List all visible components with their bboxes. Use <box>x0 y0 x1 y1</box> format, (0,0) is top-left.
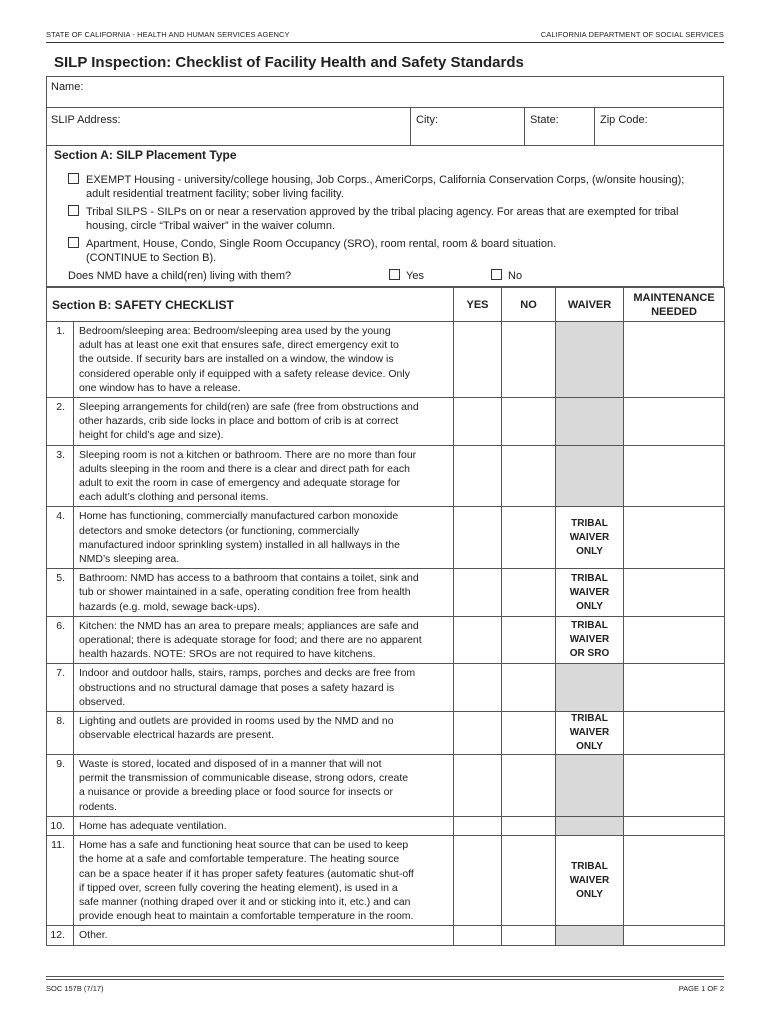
page-number: PAGE 1 OF 2 <box>678 984 724 993</box>
form-title: SILP Inspection: Checklist of Facility Health and Safety Standards <box>54 54 524 71</box>
item-description-line: a nuisance or provide a breeding place or food source for insects or <box>79 786 394 799</box>
maintenance-cell[interactable] <box>624 322 725 398</box>
option-apartment[interactable] <box>68 237 87 251</box>
waiver-cell <box>556 322 624 398</box>
waiver-cell[interactable] <box>556 836 624 926</box>
city-field[interactable]: City: <box>416 114 438 126</box>
item-number: 3. <box>47 445 74 507</box>
item-description-line: Sleeping room is not a kitchen or bathroom. There are no more than four <box>79 448 417 461</box>
item-description-line: observable electrical hazards are present. <box>79 729 274 742</box>
item-description <box>74 712 454 755</box>
option-exempt-line1: EXEMPT Housing - university/college housing, Job Corps., AmeriCorps, California Conservation Corps, (w/onsite housing); <box>86 174 685 186</box>
option-exempt[interactable] <box>68 173 87 187</box>
waiver-cell <box>556 398 624 446</box>
item-description <box>74 664 454 712</box>
waiver-text: TRIBAL <box>571 572 608 584</box>
maintenance-cell[interactable] <box>624 616 725 664</box>
col-yes: YES <box>454 288 502 322</box>
yes-cell[interactable] <box>454 616 502 664</box>
apartment-checkbox[interactable] <box>68 237 79 248</box>
item-description-line: Indoor and outdoor halls, stairs, ramps, porches and decks are free from <box>79 667 416 680</box>
agency-header <box>46 30 724 40</box>
tribal-checkbox[interactable] <box>68 205 79 216</box>
table-header-row <box>47 288 725 322</box>
waiver-text: ONLY <box>576 741 603 753</box>
item-number: 12. <box>47 926 74 945</box>
item-description <box>74 322 454 398</box>
item-description-line: operational; there is adequate storage for food; and there are no apparent <box>79 634 422 647</box>
table-row <box>47 836 725 926</box>
item-description-line: NMD’s sleeping area. <box>79 553 180 566</box>
item-description-line: Sleeping arrangements for child(ren) are safe (free from obstructions and <box>79 401 419 414</box>
waiver-text: ONLY <box>576 545 603 557</box>
zip-field[interactable]: Zip Code: <box>600 114 648 126</box>
no-cell[interactable] <box>502 398 556 446</box>
section-a-title: Section A: SILP Placement Type <box>54 148 237 162</box>
footer-rule-2 <box>46 979 724 980</box>
yes-cell[interactable] <box>454 712 502 755</box>
item-description-line: adult has at least one exit that ensures safe, direct emergency exit to <box>79 339 399 352</box>
item-description-line: hazards (e.g. mold, sewage back-ups). <box>79 600 260 613</box>
item-description-line: permit the transmission of communicable disease, strong odors, create <box>79 772 409 785</box>
option-tribal[interactable] <box>68 205 87 219</box>
waiver-text: WAIVER <box>569 727 610 739</box>
safety-checklist-table <box>46 287 725 946</box>
item-description-line: one window has to have a release. <box>79 381 241 394</box>
item-description-line: can be a space heater if it has proper safety features (automatic shut-off <box>79 867 414 880</box>
item-number: 8. <box>47 712 74 755</box>
table-row <box>47 398 725 446</box>
item-description-line: provide enough heat to maintain a comfortable temperature in the room. <box>79 910 414 923</box>
item-description-line: other hazards, crib side locks in place and bottom of crib is at correct <box>79 415 399 428</box>
item-description-line: the home at a safe and comfortable temperature. The heating source <box>79 853 400 866</box>
item-description-line: health hazards. NOTE: SROs are not required to have kitchens. <box>79 648 376 661</box>
waiver-text: WAIVER <box>569 874 610 886</box>
item-number: 5. <box>47 569 74 617</box>
col-no: NO <box>502 288 556 322</box>
item-description-line: Bedroom/sleeping area: Bedroom/sleeping area used by the young <box>79 325 391 337</box>
zip-divider <box>594 107 595 145</box>
children-question: Does NMD have a child(ren) living with them? <box>68 270 292 282</box>
waiver-text: ONLY <box>576 600 603 612</box>
item-number: 2. <box>47 398 74 446</box>
no-cell[interactable] <box>502 755 556 817</box>
item-description <box>74 755 454 817</box>
waiver-text: WAIVER <box>569 586 610 598</box>
item-description-line: each adult’s clothing and personal items. <box>79 491 269 504</box>
no-cell[interactable] <box>502 836 556 926</box>
name-field[interactable]: Name: <box>51 81 84 93</box>
no-cell[interactable] <box>502 616 556 664</box>
item-description-line: obstructions and no structural damage that poses a safety hazard is <box>79 681 395 694</box>
waiver-text: TRIBAL <box>571 713 608 725</box>
item-description-line: adult to exit the room in case of emergency and adequate storage for <box>79 477 401 490</box>
waiver-cell <box>556 445 624 507</box>
item-description-line: considered operable only if equipped with a safety release device. Only <box>79 367 410 380</box>
table-row <box>47 926 725 945</box>
item-description-line: if tipped over, screen fully covering the heating element), is used in a <box>79 881 398 894</box>
item-number: 7. <box>47 664 74 712</box>
maintenance-cell[interactable] <box>624 664 725 712</box>
maintenance-cell[interactable] <box>624 755 725 817</box>
footer-rule <box>46 976 724 977</box>
waiver-text: TRIBAL <box>571 517 608 529</box>
item-description-line: Kitchen: the NMD has an area to prepare meals; appliances are safe and <box>79 619 419 632</box>
item-description-line: manufactured indoor sprinkling system) installed in all hallways in the <box>79 538 400 551</box>
no-cell[interactable] <box>502 322 556 398</box>
option-apartment-line2: (CONTINUE to Section B). <box>86 252 217 264</box>
waiver-cell[interactable] <box>556 569 624 617</box>
table-row <box>47 569 725 617</box>
maintenance-cell[interactable] <box>624 926 725 945</box>
children-yes-label: Yes <box>406 270 424 282</box>
yes-cell[interactable] <box>454 569 502 617</box>
info-divider <box>46 107 724 108</box>
children-yes-checkbox[interactable] <box>389 269 400 280</box>
option-apartment-line1: Apartment, House, Condo, Single Room Occupancy (SRO), room rental, room & board situation. <box>86 238 557 250</box>
item-description <box>74 507 454 569</box>
no-cell[interactable] <box>502 926 556 945</box>
item-description-line: Bathroom: NMD has access to a bathroom that contains a toilet, sink and <box>79 572 419 585</box>
item-number: 4. <box>47 507 74 569</box>
maintenance-cell[interactable] <box>624 398 725 446</box>
maintenance-cell[interactable] <box>624 569 725 617</box>
item-description-line: Waste is stored, located and disposed of in a manner that will not <box>79 758 382 771</box>
item-number: 9. <box>47 755 74 817</box>
item-description <box>74 445 454 507</box>
no-cell[interactable] <box>502 507 556 569</box>
item-description-line: Home has functioning, commercially manufactured carbon monoxide <box>79 510 399 523</box>
item-description <box>74 616 454 664</box>
item-description-line: the outside. If security bars are installed on a window, the window is <box>79 353 394 366</box>
table-row <box>47 507 725 569</box>
item-description <box>74 836 454 926</box>
item-description <box>74 569 454 617</box>
item-description-line: Home has a safe and functioning heat source that can be used to keep <box>79 839 409 852</box>
exempt-checkbox[interactable] <box>68 173 79 184</box>
no-cell[interactable] <box>502 664 556 712</box>
maintenance-cell[interactable] <box>624 836 725 926</box>
waiver-cell[interactable] <box>556 616 624 664</box>
yes-cell[interactable] <box>454 664 502 712</box>
yes-cell[interactable] <box>454 816 502 835</box>
address-field[interactable]: SLIP Address: <box>51 114 121 126</box>
waiver-text: TRIBAL <box>571 620 608 632</box>
item-description-line: Other. <box>79 929 108 942</box>
info-box <box>46 76 724 146</box>
item-description-line: safe manner (nothing draped over it and or sticking into it, etc.) and can <box>79 895 411 908</box>
option-tribal-line2: housing, circle “Tribal waiver” in the waiver column. <box>86 220 336 232</box>
col-maintenance <box>624 288 725 322</box>
section-b-title: Section B: SAFETY CHECKLIST <box>47 288 454 322</box>
yes-cell[interactable] <box>454 836 502 926</box>
waiver-text: WAIVER <box>569 634 610 646</box>
waiver-text: TRIBAL <box>571 860 608 872</box>
children-no-label: No <box>508 270 523 282</box>
item-description <box>74 926 454 945</box>
waiver-text: OR SRO <box>569 648 610 660</box>
item-number: 6. <box>47 616 74 664</box>
option-exempt-text <box>86 173 706 201</box>
yes-cell[interactable] <box>454 507 502 569</box>
no-cell[interactable] <box>502 712 556 755</box>
maintenance-cell[interactable] <box>624 816 725 835</box>
yes-cell[interactable] <box>454 322 502 398</box>
item-description-line: Lighting and outlets are provided in rooms used by the NMD and no <box>79 715 394 728</box>
no-cell[interactable] <box>502 816 556 835</box>
agency-right: CALIFORNIA DEPARTMENT OF SOCIAL SERVICES <box>540 30 724 39</box>
table-row <box>47 816 725 835</box>
col-maintenance-line2: NEEDED <box>651 305 697 318</box>
waiver-cell <box>556 664 624 712</box>
table-row <box>47 755 725 817</box>
table-row <box>47 712 725 755</box>
table-row <box>47 616 725 664</box>
table-row <box>47 664 725 712</box>
state-field[interactable]: State: <box>530 114 559 126</box>
item-description-line: detectors and smoke detectors (or functioning, commercially <box>79 524 360 537</box>
yes-cell[interactable] <box>454 926 502 945</box>
maintenance-cell[interactable] <box>624 712 725 755</box>
checklist-rows <box>47 322 725 946</box>
children-no-checkbox[interactable] <box>491 269 502 280</box>
item-description-line: Home has adequate ventilation. <box>79 819 227 832</box>
header-rule <box>46 42 724 43</box>
state-divider <box>524 107 525 145</box>
children-yes[interactable] <box>389 269 424 282</box>
form-number: SOC 157B (7/17) <box>46 984 104 993</box>
yes-cell[interactable] <box>454 755 502 817</box>
yes-cell[interactable] <box>454 445 502 507</box>
city-divider <box>410 107 411 145</box>
item-description <box>74 816 454 835</box>
waiver-cell <box>556 755 624 817</box>
item-description-line: tub or shower maintained in a safe, operating condition free from health <box>79 586 411 599</box>
option-tribal-line1: Tribal SILPS - SILPs on or near a reservation approved by the tribal placing agency. For areas that are exempted for tribal <box>86 206 679 218</box>
no-cell[interactable] <box>502 445 556 507</box>
item-description-line: rodents. <box>79 800 117 813</box>
item-description-line: observed. <box>79 695 126 708</box>
waiver-cell[interactable] <box>556 507 624 569</box>
item-description-line: height for child’s age and size). <box>79 429 224 442</box>
waiver-cell[interactable] <box>556 712 624 755</box>
item-number: 10. <box>47 816 74 835</box>
waiver-text: WAIVER <box>569 531 610 543</box>
yes-cell[interactable] <box>454 398 502 446</box>
waiver-cell <box>556 926 624 945</box>
option-apartment-text <box>86 237 706 265</box>
waiver-cell <box>556 816 624 835</box>
children-no[interactable] <box>491 269 522 282</box>
no-cell[interactable] <box>502 569 556 617</box>
waiver-text: ONLY <box>576 888 603 900</box>
agency-left: STATE OF CALIFORNIA - HEALTH AND HUMAN SERVICES AGENCY <box>46 30 290 39</box>
option-tribal-text <box>86 205 706 233</box>
item-description-line: adults sleeping in the room and there is a clear and direct path for each <box>79 462 410 475</box>
option-exempt-line2: adult residential treatment facility; sober living facility. <box>86 188 344 200</box>
item-description <box>74 398 454 446</box>
item-number: 1. <box>47 322 74 398</box>
maintenance-cell[interactable] <box>624 445 725 507</box>
table-row <box>47 322 725 398</box>
col-maintenance-line1: MAINTENANCE <box>633 291 715 304</box>
table-row <box>47 445 725 507</box>
item-number: 11. <box>47 836 74 926</box>
col-waiver: WAIVER <box>556 288 624 322</box>
maintenance-cell[interactable] <box>624 507 725 569</box>
